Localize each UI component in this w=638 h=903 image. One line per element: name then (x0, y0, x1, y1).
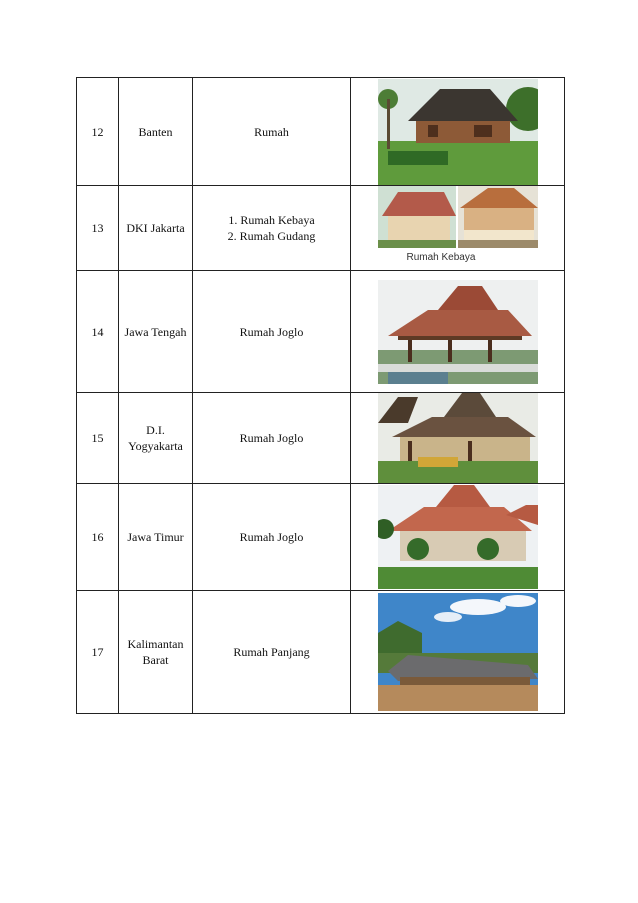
house-image-cell (351, 591, 565, 714)
row-number: 16 (77, 484, 119, 591)
house-name: 1. Rumah Kebaya 2. Rumah Gudang (193, 186, 351, 271)
rumah-joglo-photo (378, 393, 538, 483)
table-row (77, 78, 565, 186)
province-name: Kalimantan Barat (119, 591, 193, 714)
traditional-houses-table (76, 77, 565, 714)
rumah-panjang-photo (378, 593, 538, 711)
table-row (77, 186, 565, 271)
house-image-cell (351, 186, 565, 271)
rumah-joglo-photo (378, 485, 538, 589)
row-number: 14 (77, 271, 119, 393)
banten-house-photo (378, 79, 538, 185)
province-name: Jawa Timur (119, 484, 193, 591)
house-image-cell (351, 393, 565, 484)
province-name: D.I. Yogyakarta (119, 393, 193, 484)
table-row (77, 591, 565, 714)
row-number: 15 (77, 393, 119, 484)
province-name: DKI Jakarta (119, 186, 193, 271)
province-name: Jawa Tengah (119, 271, 193, 393)
rumah-kebaya-photo (378, 186, 538, 270)
row-number: 17 (77, 591, 119, 714)
row-number: 12 (77, 78, 119, 186)
house-name: Rumah Joglo (193, 484, 351, 591)
table-row (77, 484, 565, 591)
house-image-cell (351, 271, 565, 393)
house-name: Rumah (193, 78, 351, 186)
image-caption: Rumah Kebaya (404, 250, 479, 266)
province-name: Banten (119, 78, 193, 186)
house-name: Rumah Panjang (193, 591, 351, 714)
table-row (77, 271, 565, 393)
house-image-cell (351, 78, 565, 186)
table-row (77, 393, 565, 484)
rumah-joglo-photo (378, 280, 538, 384)
house-image-cell (351, 484, 565, 591)
house-name: Rumah Joglo (193, 271, 351, 393)
house-name: Rumah Joglo (193, 393, 351, 484)
row-number: 13 (77, 186, 119, 271)
